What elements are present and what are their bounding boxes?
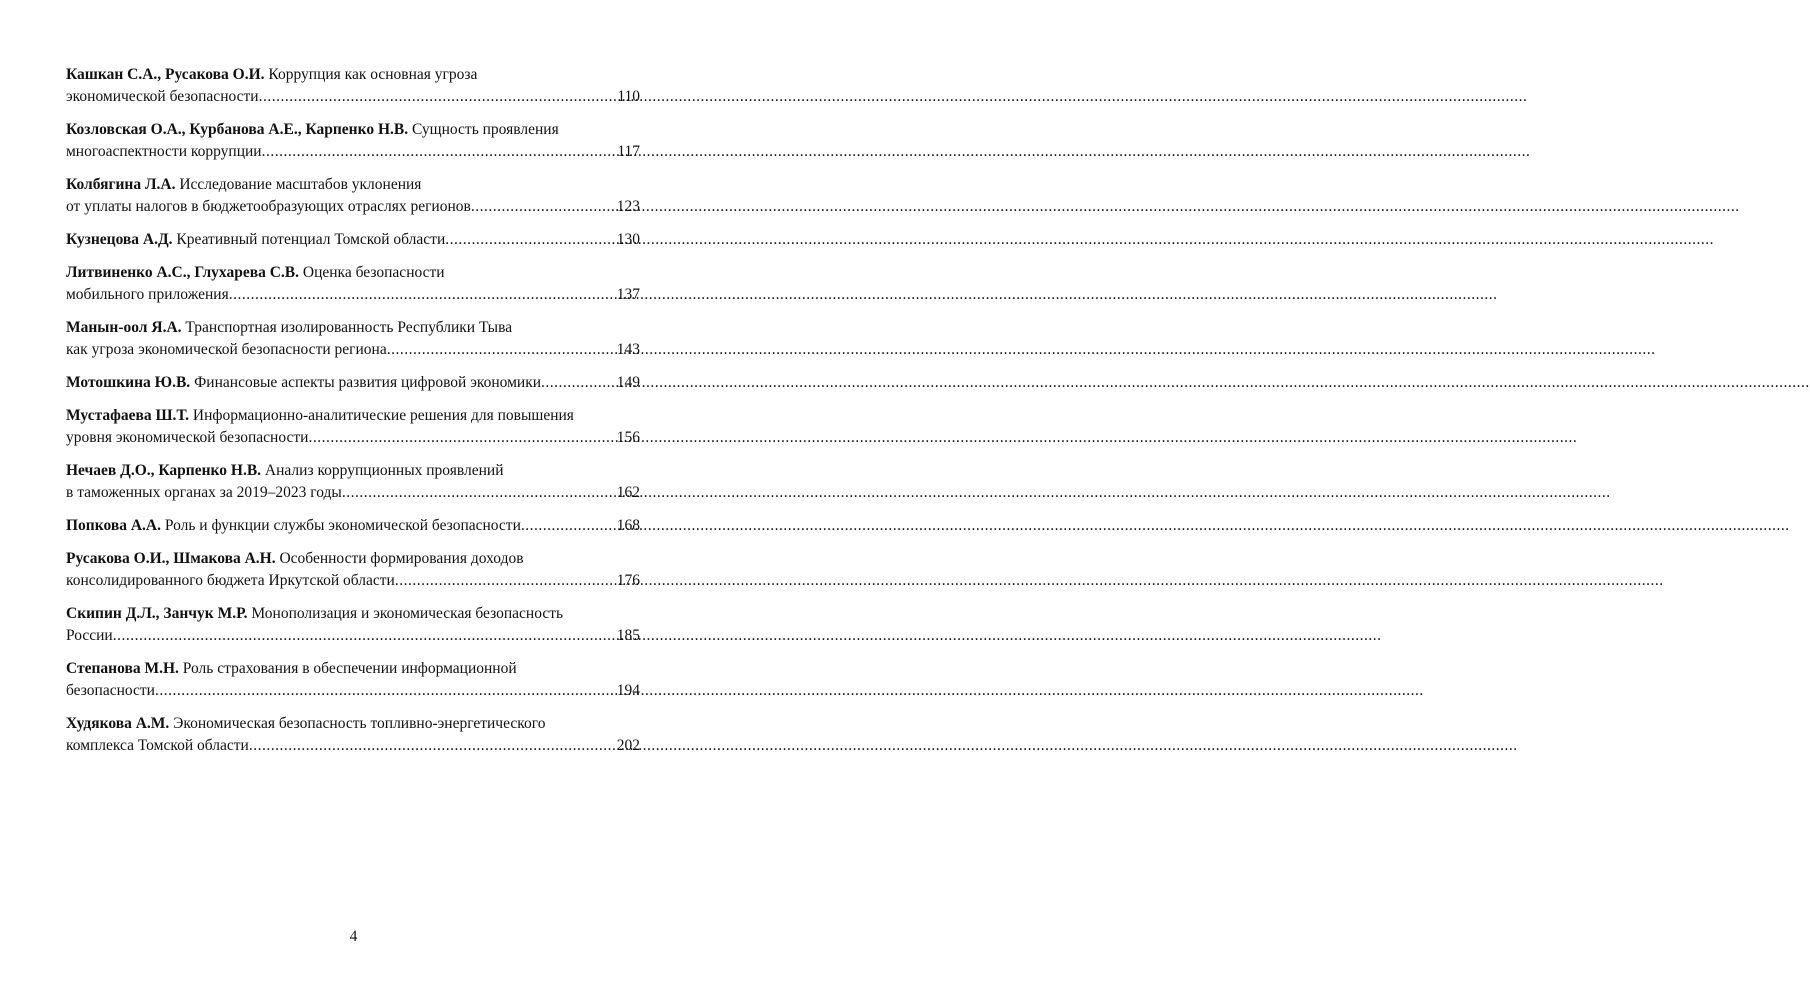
- toc-title-line2: безопасности: [66, 682, 155, 699]
- toc-page-number: 202: [616, 737, 640, 754]
- toc-title-line1: Монополизация и экономическая безопасность: [247, 605, 564, 622]
- toc-entry[interactable]: [66, 119, 640, 163]
- toc-authors: Козловская О.А., Курбанова А.Е., Карпенко Н.В.: [66, 121, 409, 138]
- toc-title-line1: Исследование масштабов уклонения: [175, 176, 422, 193]
- dot-leader: [445, 229, 614, 251]
- toc-entry[interactable]: [66, 713, 640, 757]
- toc-page-number: 185: [616, 627, 640, 644]
- toc-authors: Скипин Д.Л., Занчук М.Р.: [66, 605, 248, 622]
- toc-entry[interactable]: [66, 372, 640, 394]
- toc-entry[interactable]: [66, 262, 640, 306]
- toc-entry[interactable]: [66, 548, 640, 592]
- toc-title-line1: Сущность проявления: [408, 121, 559, 138]
- toc-entry[interactable]: [66, 174, 640, 218]
- toc-title-line2: от уплаты налогов в бюджетообразующих отраслях регионов: [66, 198, 471, 215]
- dot-leader: [521, 515, 614, 537]
- toc-entry[interactable]: [66, 515, 640, 537]
- toc-authors: Кузнецова А.Д.: [66, 231, 173, 248]
- dot-leader: [113, 625, 614, 647]
- table-of-contents: [66, 64, 640, 768]
- toc-title-line2: многоаспектности коррупции: [66, 143, 262, 160]
- toc-entry[interactable]: [66, 229, 640, 251]
- toc-title-line1: Коррупция как основная угроза: [264, 66, 478, 83]
- toc-title-line1: Оценка безопасности: [299, 264, 445, 281]
- toc-page-number: 137: [616, 286, 640, 303]
- toc-authors: Манын-оол Я.А.: [66, 319, 182, 336]
- toc-title-line1: Информационно-аналитические решения для повышения: [189, 407, 574, 424]
- toc-title-line2: в таможенных органах за 2019–2023 годы: [66, 484, 342, 501]
- dot-leader: [249, 735, 614, 757]
- toc-authors: Нечаев Д.О., Карпенко Н.В.: [66, 462, 262, 479]
- toc-authors: Литвиненко А.С., Глухарева С.В.: [66, 264, 300, 281]
- toc-title-line1: Анализ коррупционных проявлений: [261, 462, 504, 479]
- toc-page-number: 117: [617, 143, 640, 160]
- toc-entry[interactable]: [66, 64, 640, 108]
- toc-title-line1: Особенности формирования доходов: [275, 550, 524, 567]
- toc-page-number: 149: [616, 374, 640, 391]
- toc-authors: Попкова А.А.: [66, 517, 161, 534]
- toc-page-number: 123: [616, 198, 640, 215]
- toc-authors: Худякова А.М.: [66, 715, 170, 732]
- toc-title-line2: экономической безопасности: [66, 88, 259, 105]
- toc-authors: Русакова О.И., Шмакова А.Н.: [66, 550, 276, 567]
- toc-entry[interactable]: [66, 460, 640, 504]
- page-number: 4: [349, 928, 358, 945]
- toc-page-number: 168: [616, 517, 640, 534]
- dot-leader: [262, 141, 615, 163]
- toc-authors: Мотошкина Ю.В.: [66, 374, 191, 391]
- dot-leader: [155, 680, 614, 702]
- toc-page-number: 110: [617, 88, 640, 105]
- toc-entry[interactable]: [66, 405, 640, 449]
- toc-title-line1: Экономическая безопасность топливно-энергетического: [169, 715, 546, 732]
- toc-page-number: 194: [616, 682, 640, 699]
- toc-title-line1: Транспортная изолированность Республики Тыва: [181, 319, 513, 336]
- dot-leader: [395, 570, 614, 592]
- dot-leader: [541, 372, 614, 394]
- dot-leader: [471, 196, 614, 218]
- toc-authors: Колбягина Л.А.: [66, 176, 176, 193]
- toc-page-number: 176: [616, 572, 640, 589]
- dot-leader: [387, 339, 614, 361]
- toc-entry[interactable]: [66, 603, 640, 647]
- toc-title: Роль и функции службы экономической безопасности: [160, 517, 521, 534]
- toc-authors: Кашкан С.А., Русакова О.И.: [66, 66, 265, 83]
- toc-title-line1: Роль страхования в обеспечении информационной: [178, 660, 517, 677]
- toc-title-line2: мобильного приложения: [66, 286, 229, 303]
- toc-page-number: 143: [616, 341, 640, 358]
- toc-title-line2: как угроза экономической безопасности региона: [66, 341, 387, 358]
- toc-entry[interactable]: [66, 658, 640, 702]
- dot-leader: [342, 482, 614, 504]
- toc-page-number: 130: [616, 231, 640, 248]
- toc-title-line2: России: [66, 627, 113, 644]
- dot-leader: [259, 86, 615, 108]
- toc-entry[interactable]: [66, 317, 640, 361]
- toc-authors: Мустафаева Ш.Т.: [66, 407, 190, 424]
- dot-leader: [308, 427, 613, 449]
- toc-page-number: 162: [616, 484, 640, 501]
- toc-page-number: 156: [616, 429, 640, 446]
- toc-title-line2: уровня экономической безопасности: [66, 429, 309, 446]
- toc-title: Креативный потенциал Томской области: [172, 231, 446, 248]
- toc-title-line2: консолидированного бюджета Иркутской области: [66, 572, 395, 589]
- toc-authors: Степанова М.Н.: [66, 660, 179, 677]
- toc-title: Финансовые аспекты развития цифровой экономики: [190, 374, 542, 391]
- toc-title-line2: комплекса Томской области: [66, 737, 249, 754]
- dot-leader: [229, 284, 614, 306]
